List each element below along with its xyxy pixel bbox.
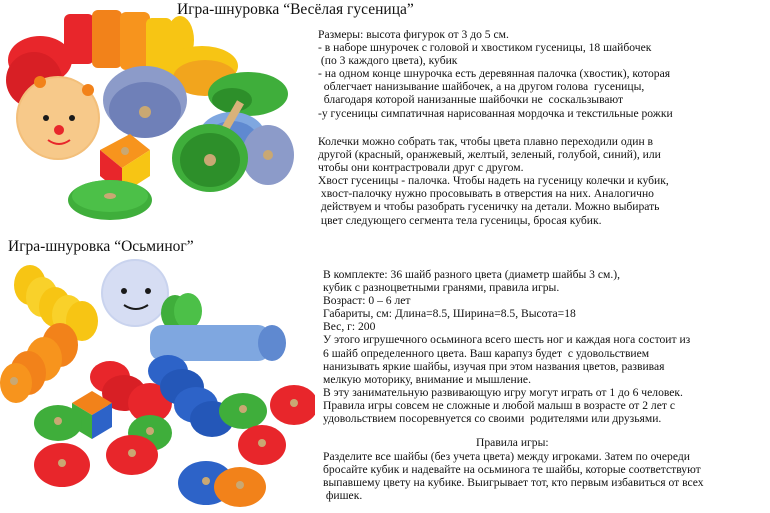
octopus-rules-text: Разделите все шайбы (без учета цвета) между игроками. Затем по очереди бросайте кубик и надевайте на осьминога те шайбы, которые соответствуют выпавшему цвету на кубике. Выигрывает тот, кто первым избавиться от всех фишек. <box>323 450 704 503</box>
octopus-toy-photo <box>0 255 315 513</box>
caterpillar-heading: Игра-шнуровка “Весёлая гусеница” <box>177 1 414 18</box>
caterpillar-toy-photo <box>0 0 305 232</box>
octopus-details-text: В комплекте: 36 шайб разного цвета (диаметр шайбы 3 см.), кубик с разноцветными гранями, правила игры. Возраст: 0 – 6 лет Габариты, см: Длина=8.5, Ширина=8.5, Высота=18 Вес, г: 200 У этого игрушечного осьминога всего шесть ног и каждая нога состоит из 6 шайб определенного цвета. Ваш карапуз будет с удовольствием нанизывать яркие шайбы, изучая при этом названия цветов, развивая мелкую моторику, внимание и мышление. В эту занимательную развивающую игру могут играть от 1 до 6 человек. Правила игры совсем не сложные и любой малыш в возрасте от 2 лет с удовольствием посоревнуется со своими родителями или друзьями. <box>323 268 691 426</box>
octopus-heading: Игра-шнуровка “Осьминог” <box>8 238 194 255</box>
caterpillar-description-text: Колечки можно собрать так, чтобы цвета плавно переходили один в другой (красный, оранжевый, желтый, зеленый, голубой, синий), или чтобы они контрастровали друг с другом. Хвост гусеницы - палочка. Чтобы надеть на гусеницу колечки и кубик, хвост-палочку нужно просовывать в отверстия на них. Аналогично действуем и чтобы разобрать гусеничку на детали. Можно выбирать цвет следующего сегмента тела гусеницы, бросая кубик. <box>318 135 669 227</box>
octopus-rules-title: Правила игры: <box>476 436 549 449</box>
caterpillar-specs-text: Размеры: высота фигурок от 3 до 5 см. - в наборе шнурочек с головой и хвостиком гусеницы, 18 шайбочек (по 3 каждого цвета), кубик - на одном конце шнурочка есть деревянная палочка (хвостик), которая облегчает нанизывание шайбочек, а на другом голова гусеницы, благодаря которой нанизанные шайбочки не соскальзывают -у гусеницы симпатичная нарисованная мордочка и текстильные рожки <box>318 28 673 120</box>
